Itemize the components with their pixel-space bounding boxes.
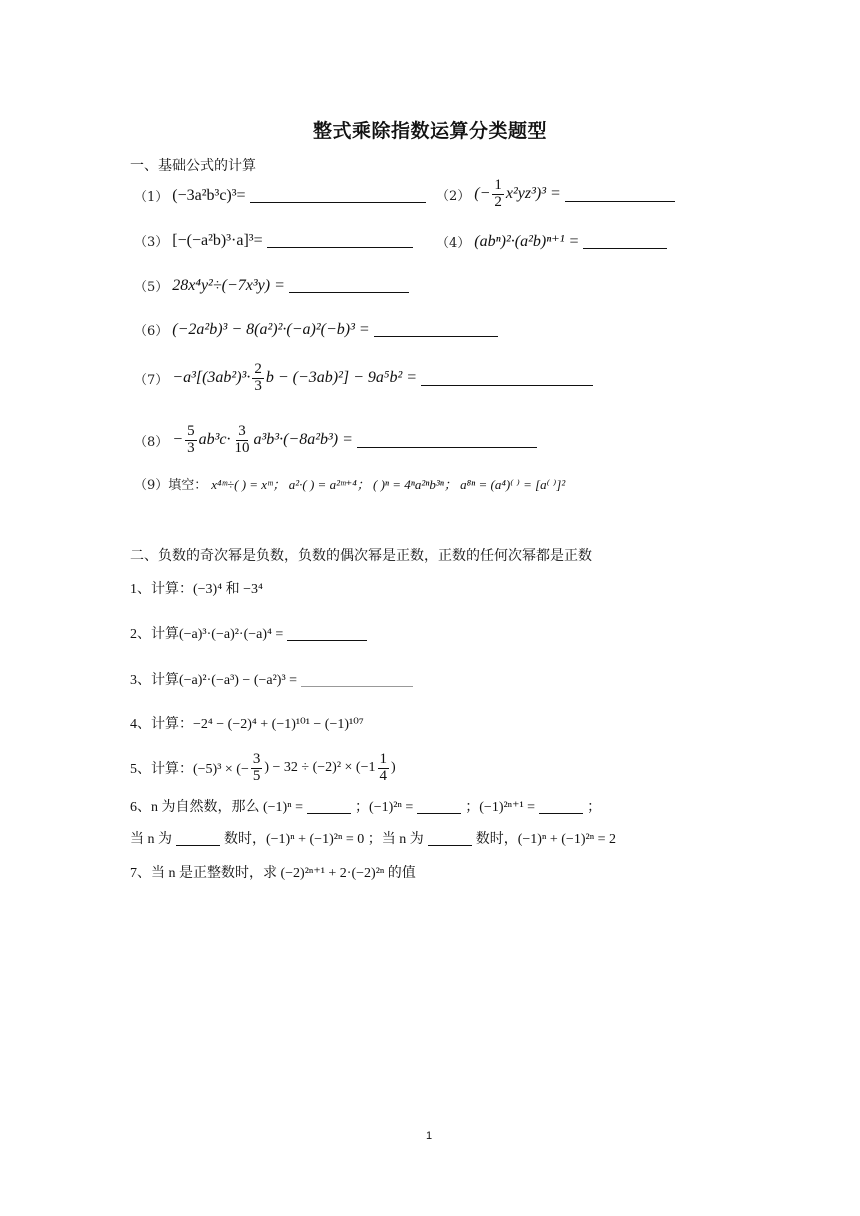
q9-expression: x⁴ᵐ÷( ) = xᵐ； a²·( ) = a²ᵐ⁺⁴； ( )ⁿ = 4ⁿa²ⁿb³ⁿ； a⁸ⁿ = (a⁴)⁽ ⁾ = [a⁽ ⁾]² <box>211 477 566 492</box>
problem-1 <box>130 578 263 598</box>
problem-6-text-d: ； <box>587 800 602 815</box>
q7-frac-numerator: 2 <box>254 361 262 377</box>
problem-6-line-2 <box>130 828 616 848</box>
q2-frac-numerator: 1 <box>494 177 502 193</box>
q5-label: （5） <box>134 280 169 295</box>
p5-frac2-denominator: 4 <box>379 767 387 784</box>
problem-6-blank-5[interactable] <box>428 831 472 846</box>
q5-answer-blank[interactable] <box>289 278 409 293</box>
problem-6-blank-3[interactable] <box>539 799 583 814</box>
q4-expression: (abⁿ)²·(a²b)ⁿ⁺¹ = <box>474 233 580 250</box>
q3-expression: [−(−a²b)³·a]³= <box>172 231 263 249</box>
problem-2 <box>130 623 367 643</box>
q8-expression-b: ab³c· <box>198 431 231 449</box>
problem-5 <box>130 752 396 785</box>
q6-answer-blank[interactable] <box>374 322 498 337</box>
q8-frac2-numerator: 3 <box>238 423 246 439</box>
question-2 <box>436 178 675 211</box>
q3-answer-blank[interactable] <box>267 233 413 248</box>
problem-4-text: 4、计算：−2⁴ − (−2)⁴ + (−1)¹⁰¹ − (−1)¹⁰⁷ <box>130 717 364 732</box>
q8-expression-a: − <box>172 431 184 449</box>
q2-answer-blank[interactable] <box>565 187 675 202</box>
q3-label: （3） <box>134 235 169 250</box>
problem-5-fraction-2 <box>378 752 390 785</box>
q7-label: （7） <box>134 372 169 388</box>
problem-1-text: 1、计算：(−3)⁴ 和 −3⁴ <box>130 582 263 597</box>
question-7 <box>134 362 593 395</box>
q8-frac1-denominator: 3 <box>187 439 195 456</box>
q1-answer-blank[interactable] <box>250 188 426 203</box>
problem-5-text-b: ) − 32 ÷ (−2)² × (−1 <box>264 760 376 776</box>
q2-fraction <box>492 178 504 211</box>
q8-label: （8） <box>134 434 169 450</box>
q6-expression: (−2a²b)³ − 8(a²)²·(−a)²(−b)³ = <box>172 320 370 338</box>
problem-4 <box>130 713 364 733</box>
problem-5-text-a: 5、计算：(−5)³ × (− <box>130 762 249 778</box>
q1-label: （1） <box>134 190 169 205</box>
problem-6-text-b: ；(−1)²ⁿ = <box>355 800 414 815</box>
q2-frac-denominator: 2 <box>494 193 502 210</box>
section2-heading: 二、负数的奇次幂是负数，负数的偶次幂是正数，正数的任何次幂都是正数 <box>130 548 592 564</box>
q7-answer-blank[interactable] <box>421 371 593 386</box>
q2-expression-pre: (− <box>474 185 491 203</box>
q8-frac2-denominator: 10 <box>234 439 250 456</box>
page-title: 整式乘除指数运算分类题型 <box>312 120 547 142</box>
problem-6-blank-4[interactable] <box>176 831 220 846</box>
problem-3 <box>130 669 413 689</box>
problem-7-text: 7、当 n 是正整数时，求 (−2)²ⁿ⁺¹ + 2·(−2)²ⁿ 的值 <box>130 866 416 881</box>
q2-label: （2） <box>436 188 471 204</box>
question-5 <box>134 276 409 295</box>
q7-expression-a: −a³[(3ab²)³· <box>172 369 251 387</box>
q8-frac1-numerator: 5 <box>187 423 195 439</box>
q5-expression: 28x⁴y²÷(−7x³y) = <box>172 276 285 294</box>
q6-label: （6） <box>134 324 169 339</box>
problem-6-text-c: ；(−1)²ⁿ⁺¹ = <box>465 800 536 815</box>
question-9 <box>134 474 565 493</box>
problem-6-text-a: 6、n 为自然数，那么 (−1)ⁿ = <box>130 800 304 815</box>
q2-expression-post: x²yz³)³ = <box>505 185 561 203</box>
problem-2-answer-blank[interactable] <box>287 626 367 641</box>
problem-2-text: 2、计算(−a)³·(−a)²·(−a)⁴ = <box>130 627 284 642</box>
p5-frac1-numerator: 3 <box>252 751 261 767</box>
problem-3-text: 3、计算(−a)²·(−a³) − (−a²)³ = <box>130 673 298 688</box>
question-8 <box>134 424 537 457</box>
q1-expression: (−3a²b³c)³= <box>172 186 246 204</box>
p5-frac1-denominator: 5 <box>252 767 261 784</box>
question-3 <box>134 231 413 250</box>
problem-5-fraction-1 <box>251 752 263 785</box>
q4-answer-blank[interactable] <box>583 234 667 249</box>
problem-6-line2-text-c: 数时，(−1)ⁿ + (−1)²ⁿ = 2 <box>475 832 616 847</box>
problem-7 <box>130 862 416 882</box>
p5-frac2-numerator: 1 <box>379 751 387 767</box>
problem-3-answer-blank[interactable] <box>301 672 413 687</box>
q8-fraction-1 <box>185 424 197 457</box>
question-1 <box>134 186 426 205</box>
problem-6-line2-text-a: 当 n 为 <box>130 832 172 847</box>
problem-6-blank-2[interactable] <box>417 799 461 814</box>
question-4 <box>436 231 667 251</box>
q8-expression-c: a³b³·(−8a²b³) = <box>253 431 353 449</box>
section1-heading: 一、基础公式的计算 <box>130 158 256 174</box>
problem-6-blank-1[interactable] <box>307 799 351 814</box>
question-6 <box>134 320 498 339</box>
q9-label: （9）填空： <box>134 478 208 493</box>
q7-frac-denominator: 3 <box>254 377 262 394</box>
q8-fraction-2 <box>232 424 251 457</box>
q7-expression-b: b − (−3ab)²] − 9a⁵b² = <box>265 369 418 387</box>
q8-answer-blank[interactable] <box>357 433 537 448</box>
problem-6 <box>130 796 601 816</box>
q7-fraction <box>252 362 264 395</box>
page-number: 1 <box>426 1130 433 1142</box>
problem-6-line2-text-b: 数时，(−1)ⁿ + (−1)²ⁿ = 0 ；当 n 为 <box>224 832 424 847</box>
problem-5-text-c: ) <box>391 760 396 776</box>
q4-label: （4） <box>436 235 471 251</box>
